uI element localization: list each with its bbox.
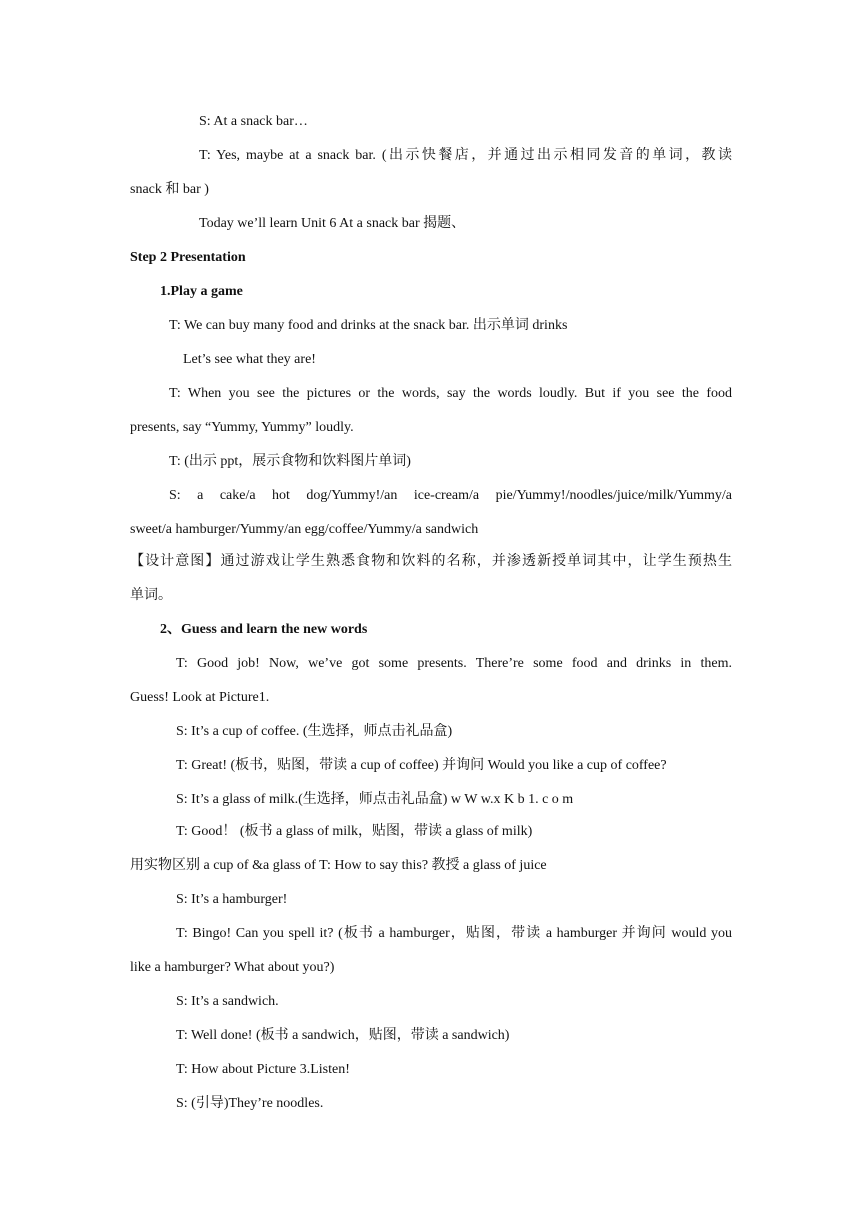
subsection-heading: 1.Play a game <box>160 284 243 299</box>
dialogue-line: T: Well done! (板书 a sandwich，贴图，带读 a sandwich) <box>176 1028 510 1043</box>
dialogue-line: S: a cake/a hot dog/Yummy!/an ice-cream/a pie/Yummy!/noodles/juice/milk/Yummy/a <box>169 488 732 503</box>
dialogue-line: S: At a snack bar… <box>199 114 308 129</box>
dialogue-line: S: It’s a sandwich. <box>176 994 279 1009</box>
dialogue-line: T: Yes, maybe at a snack bar. (出示快餐店，并通过出示相同发音的单词，教读 <box>199 148 732 163</box>
design-intent-note: 单词。 <box>130 588 172 603</box>
dialogue-line: sweet/a hamburger/Yummy/an egg/coffee/Yummy/a sandwich <box>130 522 479 537</box>
dialogue-line: S: It’s a cup of coffee. (生选择，师点击礼品盒) <box>176 724 453 739</box>
dialogue-line: T: Great! (板书，贴图，带读 a cup of coffee) 并询问 Would you like a cup of coffee? <box>176 758 667 773</box>
design-intent-note: 【设计意图】通过游戏让学生熟悉食物和饮料的名称，并渗透新授单词其中，让学生预热生 <box>130 554 732 569</box>
subsection-heading: 2、Guess and learn the new words <box>160 622 368 637</box>
dialogue-line: like a hamburger? What about you?) <box>130 960 335 975</box>
dialogue-line: Today we’ll learn Unit 6 At a snack bar 揭题、 <box>199 216 466 231</box>
dialogue-line: T: Good job! Now, we’ve got some presents. There’re some food and drinks in them. <box>176 656 732 671</box>
dialogue-line: Guess! Look at Picture1. <box>130 690 270 705</box>
dialogue-line: S: It’s a glass of milk.(生选择，师点击礼品盒) w W w.x K b 1. c o m <box>176 792 574 807</box>
dialogue-line: T: We can buy many food and drinks at the snack bar. 出示单词 drinks <box>169 318 568 333</box>
dialogue-line: T: How about Picture 3.Listen! <box>176 1062 350 1077</box>
dialogue-line: T: Bingo! Can you spell it? (板书 a hamburger，贴图，带读 a hamburger 并询问 would you <box>176 926 732 941</box>
dialogue-line: Let’s see what they are! <box>183 352 316 367</box>
dialogue-line: S: (引导)They’re noodles. <box>176 1096 324 1111</box>
dialogue-line: T: When you see the pictures or the words, say the words loudly. But if you see the food <box>169 386 732 401</box>
dialogue-line: 用实物区别 a cup of &a glass of T: How to say this? 教授 a glass of juice <box>130 858 547 873</box>
section-heading: Step 2 Presentation <box>130 250 246 265</box>
dialogue-line: T: Good！ (板书 a glass of milk，贴图，带读 a glass of milk) <box>176 824 533 839</box>
dialogue-line: snack 和 bar ) <box>130 182 209 197</box>
dialogue-line: T: (出示 ppt，展示食物和饮料图片单词) <box>169 454 411 469</box>
dialogue-line: S: It’s a hamburger! <box>176 892 288 907</box>
dialogue-line: presents, say “Yummy, Yummy” loudly. <box>130 420 354 435</box>
